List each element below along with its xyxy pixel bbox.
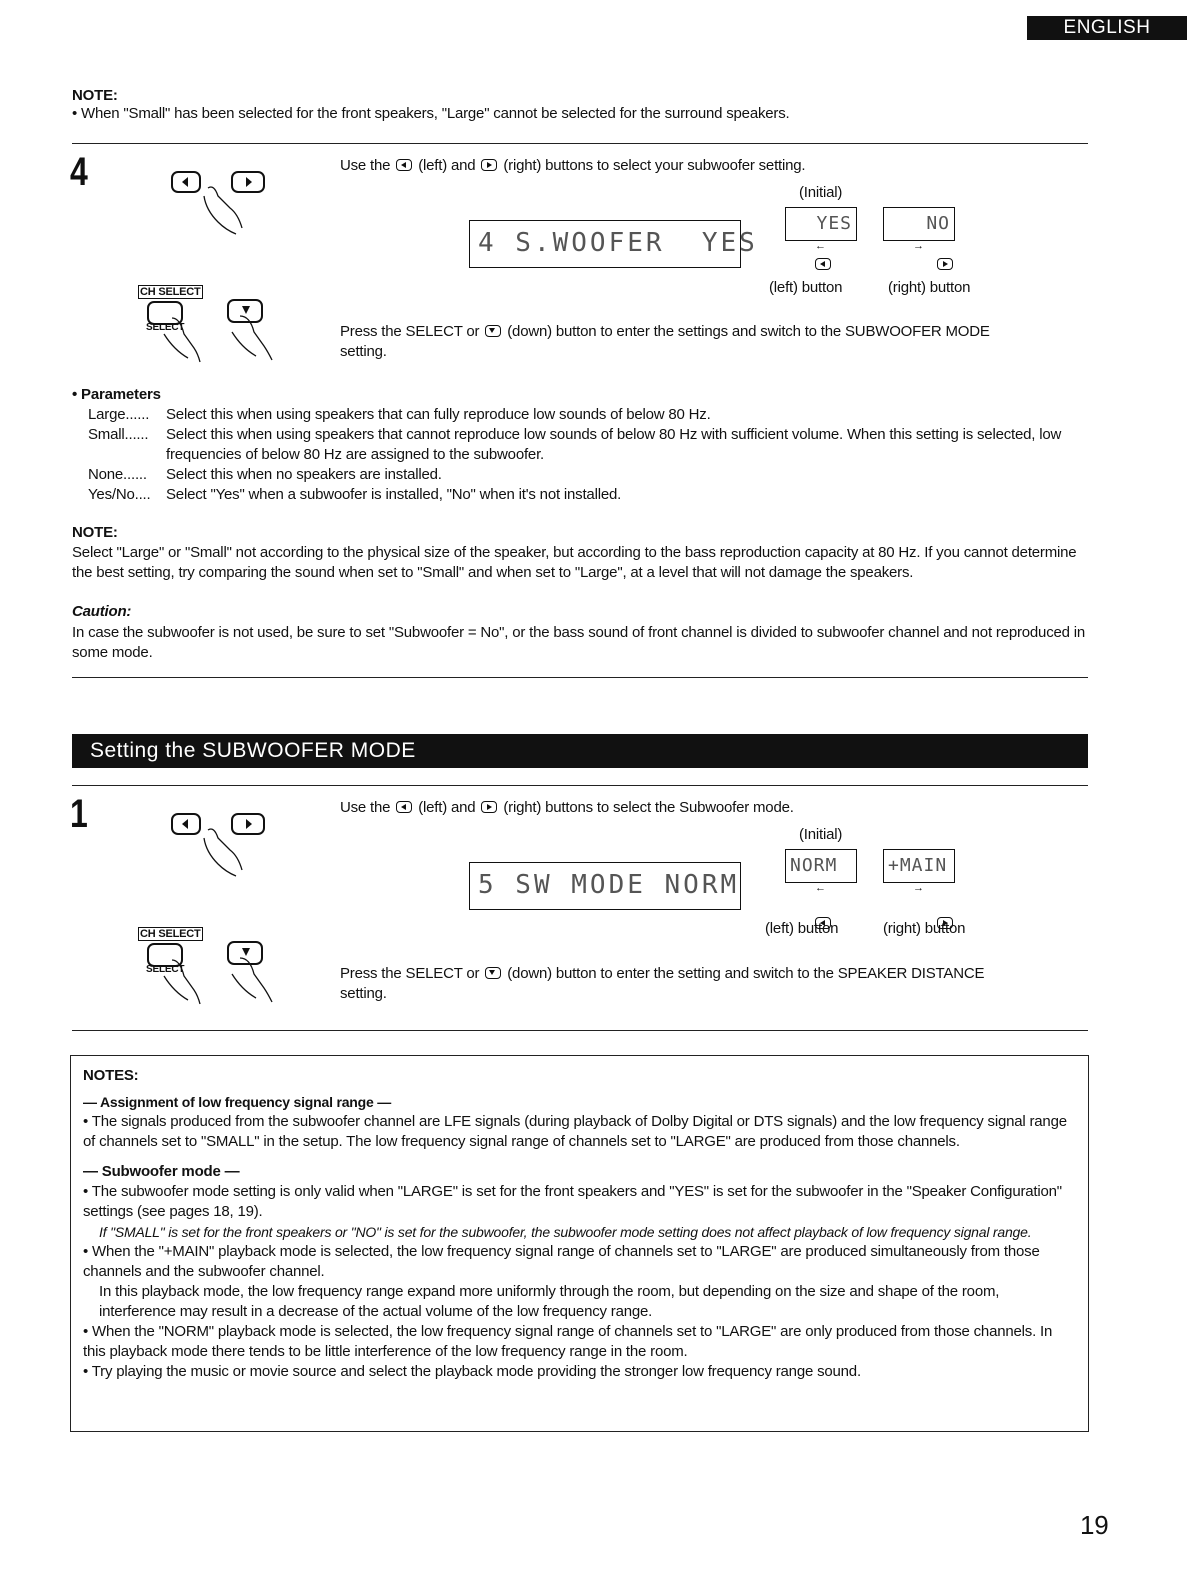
text: setting. bbox=[340, 343, 387, 360]
right-button-icon bbox=[481, 801, 497, 813]
left-button-icon bbox=[396, 801, 412, 813]
right-button-icon bbox=[481, 159, 497, 171]
right-button-caption: (right) button bbox=[883, 920, 966, 937]
parameters-list bbox=[88, 405, 1088, 505]
parameters-title: Parameters bbox=[81, 386, 161, 403]
lcd-display: 4 S.WOOFER YES bbox=[469, 220, 741, 268]
text: Use the bbox=[340, 157, 391, 174]
note-body: When "Small" has been selected for the front speakers, "Large" cannot be selected for the surround speakers. bbox=[81, 105, 790, 122]
text: (left) and bbox=[418, 157, 476, 174]
notes-heading: — Subwoofer mode — bbox=[83, 1163, 240, 1180]
text: Try playing the music or movie source and select the playback mode providing the stronger low frequency range sound. bbox=[91, 1363, 861, 1380]
note2-title: NOTE: bbox=[72, 524, 118, 541]
list-item bbox=[88, 485, 1088, 505]
param-key: Yes/No.... bbox=[88, 486, 151, 503]
notes-subtext: If "SMALL" is set for the front speakers or "NO" is set for the subwoofer, the subwoofer mode setting does not affect playback of low frequency signal range. bbox=[99, 1224, 1032, 1240]
notes-item: • Try playing the music or movie source and select the playback mode providing the stronger low frequency range sound. bbox=[83, 1363, 861, 1380]
caution-text: In case the subwoofer is not used, be sure to set "Subwoofer = No", or the bass sound of front channel is divided to subwoofer channel and not reproduced in some mode. bbox=[72, 624, 1086, 661]
text: (down) button to enter the settings and switch to the SUBWOOFER MODE bbox=[507, 323, 990, 340]
list-item bbox=[88, 425, 1088, 465]
left-button-caption: (left) button bbox=[769, 279, 843, 296]
param-text: Select this when using speakers that can fully reproduce low sounds of below 80 Hz. bbox=[166, 406, 711, 423]
text: Use the bbox=[340, 799, 391, 816]
right-button-icon bbox=[937, 258, 953, 270]
divider bbox=[72, 1030, 1088, 1031]
step-number: 4 bbox=[70, 150, 88, 194]
lcd-right-option: +MAIN bbox=[883, 849, 955, 883]
text: The subwoofer mode setting is only valid when "LARGE" is set for the front speakers and "YES" is set for the subwoofer in the "Speaker Configuration" settings (see pages 18, 19). bbox=[83, 1183, 1062, 1220]
right-arrow-icon: → bbox=[913, 240, 924, 252]
notes-subtext: In this playback mode, the low frequency range expand more uniformly through the room, but depending on the size and shape of the room, interference may result in a decrease of the actual volume of the low frequency range. bbox=[99, 1283, 1000, 1320]
lcd-left-option: NORM bbox=[785, 849, 857, 883]
list-item bbox=[88, 405, 1088, 425]
text: Press the SELECT or bbox=[340, 323, 480, 340]
caution-title: Caution: bbox=[72, 603, 132, 620]
note2-text: Select "Large" or "Small" not according to the physical size of the speaker, but according to the bass reproduction capacity at 80 Hz. If you cannot determine the best setting, try comparing the sound when set to "Small" and when set to "Large", at a level that will not damage the speakers. bbox=[72, 544, 1077, 581]
text: When the "+MAIN" playback mode is selected, the low frequency signal range of channels set to "LARGE" are produced simultaneously from those channels and the subwoofer channel. bbox=[83, 1243, 1040, 1280]
notes-title: NOTES: bbox=[83, 1067, 139, 1084]
notes-heading: — Assignment of low frequency signal range — bbox=[83, 1094, 392, 1110]
notes-item: • When the "NORM" playback mode is selected, the low frequency signal range of channels set to "LARGE" are only produced from those channels. In this playback mode there tends to be little interference of the low frequency range in the room. bbox=[83, 1323, 1053, 1360]
notes-item: • The subwoofer mode setting is only valid when "LARGE" is set for the front speakers and "YES" is set for the subwoofer in the "Speaker Configuration" settings (see pages 18, 19). bbox=[83, 1183, 1062, 1220]
text: (right) buttons to select your subwoofer setting. bbox=[503, 157, 806, 174]
text: When the "NORM" playback mode is selected, the low frequency signal range of channels set to "LARGE" are only produced from those channels. In this playback mode there tends to be little interference of the low frequency range in the room. bbox=[83, 1323, 1053, 1360]
param-text: Select this when no speakers are installed. bbox=[166, 466, 442, 483]
param-text: Select "Yes" when a subwoofer is installed, "No" when it's not installed. bbox=[166, 486, 622, 503]
instruction-1 bbox=[340, 799, 794, 816]
section-title: Setting the SUBWOOFER MODE bbox=[72, 734, 1088, 768]
down-button-icon bbox=[485, 325, 501, 337]
left-button-icon bbox=[815, 258, 831, 270]
right-button-caption: (right) button bbox=[888, 279, 971, 296]
notes-item: • The signals produced from the subwoofer channel are LFE signals (during playback of Dolby Digital or DTS signals) and the low frequency signal range of channels set to "SMALL" in the setup. The low frequency signal range of channels set to "LARGE" are produced from those channels. bbox=[83, 1113, 1067, 1150]
right-arrow-icon: → bbox=[913, 882, 924, 894]
divider bbox=[72, 785, 1088, 786]
lcd-left-option: YES bbox=[785, 207, 857, 241]
parameters-block: • Parameters Large...... Select this when using speakers that can fully reproduce low sounds of below 80 Hz. Small...... Select this when using speakers that cannot reproduce low sounds of below 80 Hz with sufficient volume. When this setting is selected, low frequencies of below 80 Hz are assigned to the subwoofer. None...... Select this when no speakers are installed. Yes/No.... Select "Yes" when a subwoofer is installed, "No" when it's not installed. bbox=[72, 385, 1088, 505]
page-number: 19 bbox=[1080, 1510, 1109, 1540]
hand-pressing-left-right-icon bbox=[160, 802, 280, 882]
left-button-caption: (left) button bbox=[765, 920, 839, 937]
divider bbox=[72, 143, 1088, 144]
param-key: Large...... bbox=[88, 406, 150, 423]
select-label: SELECT bbox=[146, 322, 185, 333]
initial-label: (Initial) bbox=[799, 826, 843, 843]
notes-item: • When the "+MAIN" playback mode is selected, the low frequency signal range of channels set to "LARGE" are produced simultaneously from those channels and the subwoofer channel. bbox=[83, 1243, 1040, 1280]
instruction-2 bbox=[340, 964, 1088, 1004]
initial-label: (Initial) bbox=[799, 184, 843, 201]
divider bbox=[72, 677, 1088, 678]
step-number: 1 bbox=[70, 792, 88, 836]
list-item bbox=[88, 465, 1088, 485]
down-button-icon bbox=[485, 967, 501, 979]
lcd-display: 5 SW MODE NORM bbox=[469, 862, 741, 910]
language-badge: ENGLISH bbox=[1027, 16, 1187, 40]
hand-pressing-left-right-icon bbox=[160, 160, 280, 240]
instruction-1 bbox=[340, 157, 805, 174]
ch-select-label: CH SELECT bbox=[140, 928, 201, 940]
param-text: Select this when using speakers that cannot reproduce low sounds of below 80 Hz with sufficient volume. When this setting is selected, low frequencies of below 80 Hz are assigned to the subwoofer. bbox=[166, 426, 1062, 463]
ch-select-label: CH SELECT bbox=[140, 286, 201, 298]
note-text: • When "Small" has been selected for the front speakers, "Large" cannot be selected for the surround speakers. bbox=[72, 105, 790, 122]
instruction-2 bbox=[340, 322, 1088, 362]
left-button-icon bbox=[396, 159, 412, 171]
text: (left) and bbox=[418, 799, 476, 816]
text: setting. bbox=[340, 985, 387, 1002]
text: The signals produced from the subwoofer channel are LFE signals (during playback of Dolby Digital or DTS signals) and the low frequency signal range of channels set to "SMALL" in the setup. The low frequency signal range of channels set to "LARGE" are produced from those channels. bbox=[83, 1113, 1067, 1150]
left-arrow-icon: ← bbox=[815, 240, 826, 252]
param-key: None...... bbox=[88, 466, 147, 483]
left-arrow-icon: ← bbox=[815, 882, 826, 894]
note-title: NOTE: bbox=[72, 87, 118, 104]
param-key: Small...... bbox=[88, 426, 149, 443]
text: (down) button to enter the setting and switch to the SPEAKER DISTANCE bbox=[507, 965, 985, 982]
notes-box bbox=[70, 1055, 1089, 1432]
text: (right) buttons to select the Subwoofer mode. bbox=[503, 799, 794, 816]
text: Press the SELECT or bbox=[340, 965, 480, 982]
lcd-right-option: NO bbox=[883, 207, 955, 241]
select-label: SELECT bbox=[146, 964, 185, 975]
